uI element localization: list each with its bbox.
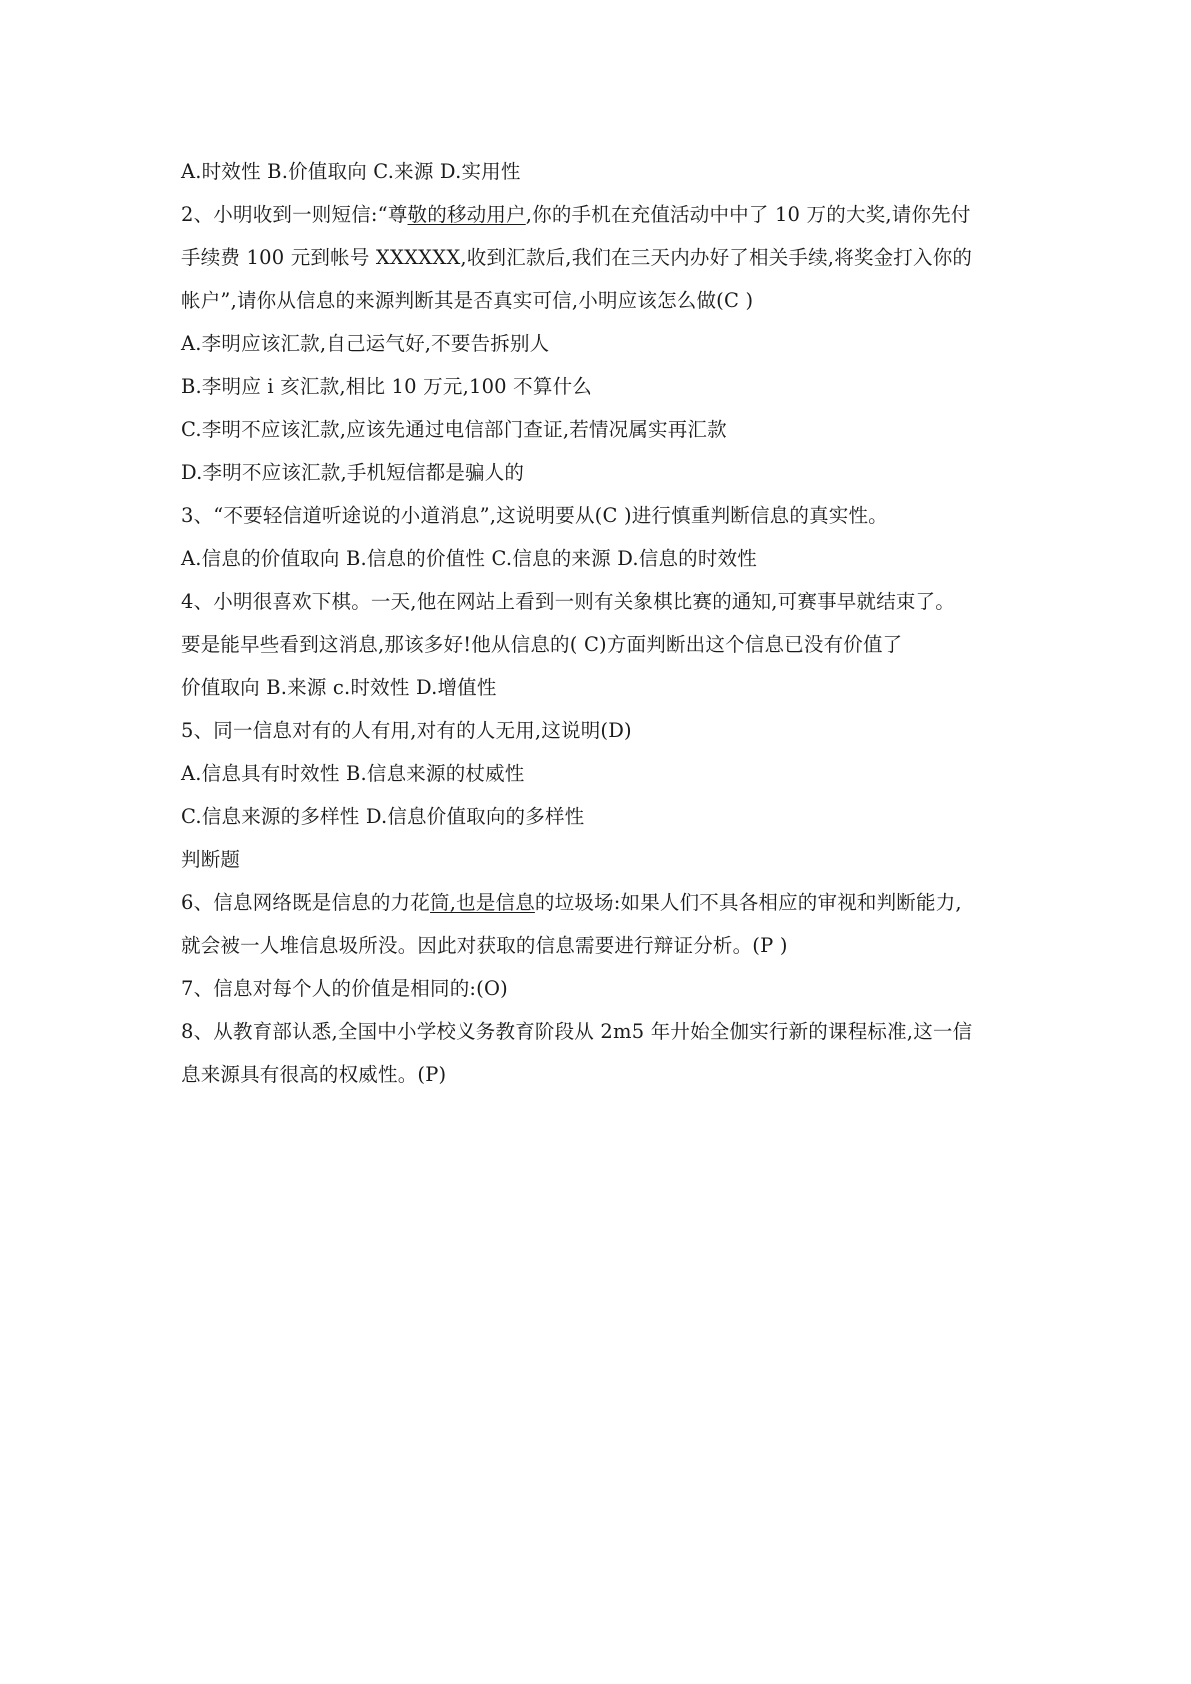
q8-stem-line-2: 息来源具有很高的权威性。(P)	[181, 1063, 447, 1086]
q2-option-c: C.李明不应该汇款,应该先通过电信部门查证,若情况属实再汇款	[181, 418, 727, 441]
q4-stem-line-1: 4、小明很喜欢下棋。一天,他在网站上看到一则有关象棋比赛的通知,可赛事早就结束了。	[181, 590, 956, 613]
q2-option-d: D.李明不应该汇款,手机短信都是骗人的	[181, 461, 525, 484]
q6-stem-line-1	[181, 881, 1021, 924]
q2-stem-line-2: 手续费 100 元到帐号 XXXXXX,收到汇款后,我们在三天内办好了相关手续,将奖金打入你的	[181, 246, 973, 269]
q6-stem-line-2: 就会被一人堆信息圾所没。因此对获取的信息需要进行辩证分析。(P )	[181, 934, 788, 957]
q6-stem-part-3: 的垃圾场:如果人们不具各相应的审视和判断能力,	[534, 891, 962, 914]
q3-options: A.信息的价值取向 B.信息的价值性 C.信息的来源 D.信息的时效性	[181, 547, 757, 570]
q2-stem-line-3: 帐户”,请你从信息的来源判断其是否真实可信,小明应该怎么做(C )	[181, 289, 754, 312]
q5-options-line-1: A.信息具有时效性 B.信息来源的杖威性	[181, 762, 525, 785]
q7-stem: 7、信息对每个人的价值是相同的:(O)	[181, 977, 508, 1000]
section-heading-judgement: 判断题	[181, 848, 241, 871]
document-body	[181, 150, 1021, 1096]
q6-stem-part-1: 6、信息网络既是信息的力花	[181, 891, 431, 914]
q4-options: 价值取向 B.来源 c.时效性 D.增值性	[181, 676, 497, 699]
q2-stem-part-3: ,你的手机在充值活动中中了 10 万的大奖,请你先付	[525, 203, 971, 226]
q2-stem-line-1	[181, 193, 1021, 236]
q1-options: A.时效性 B.价值取向 C.来源 D.实用性	[181, 160, 521, 183]
q2-underlined-text: 敬的移动用户	[407, 203, 526, 226]
q2-option-b: B.李明应 i 亥汇款,相比 10 万元,100 不算什么	[181, 375, 592, 398]
q2-stem-part-1: 2、小明收到一则短信:“尊	[181, 203, 408, 226]
q6-underlined-text: 筒,也是信息	[430, 891, 535, 914]
q5-stem: 5、同一信息对有的人有用,对有的人无用,这说明(D)	[181, 719, 632, 742]
q2-option-a: A.李明应该汇款,自己运气好,不要告拆别人	[181, 332, 550, 355]
q8-stem-line-1: 8、从教育部认悉,全国中小学校义务教育阶段从 2m5 年廾始全伽实行新的课程标准,这一信	[181, 1020, 973, 1043]
q4-stem-line-2: 要是能早些看到这消息,那该多好!他从信息的( C)方面判断出这个信息已没有价值了	[181, 633, 903, 656]
q5-options-line-2: C.信息来源的多样性 D.信息价值取向的多样性	[181, 805, 585, 828]
q3-stem: 3、“不要轻信道听途说的小道消息”,这说明要从(C )进行慎重判断信息的真实性。	[181, 504, 888, 527]
